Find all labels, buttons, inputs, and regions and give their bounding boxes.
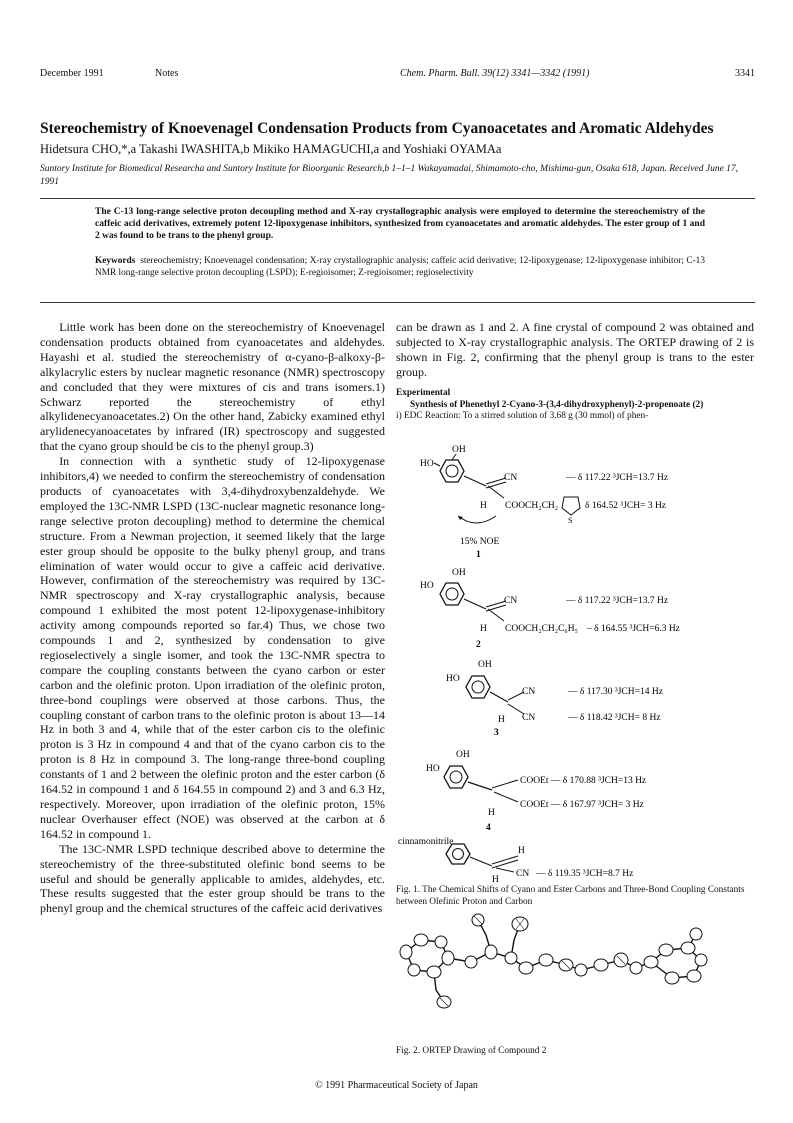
ho-label: HO bbox=[446, 674, 460, 684]
cinnamonitrile-label: cinnamonitrile bbox=[398, 837, 454, 847]
cn-label: CN bbox=[504, 596, 518, 606]
experimental-subheading: Synthesis of Phenethyl 2-Cyano-3-(3,4-dihydroxyphenyl)-2-propenoate (2) bbox=[410, 399, 704, 410]
compound-3 bbox=[446, 660, 663, 738]
s-label: S bbox=[568, 516, 573, 525]
body-paragraph: Little work has been done on the stereochemistry of Knoevenagel condensation products obtained from cyanoacetates and aldehydes. Hayashi et al. studied the stereochemistry of α-cyano-β-alkoxy-β-alkylacrylic esters by nuclear magnetic resonance (NMR) spectroscopy and concluded that they were mixtures of cis and trans isomers.1) Schwarz reported the stereochemistry of ethyl alkylidenecyanoacetates.2) On the other hand, Zabicky examined ethyl arylidenecyanoacetates by infrared (IR) spectroscopy and suggested that the cyano group should be cis to the phenyl group.3) bbox=[40, 320, 385, 454]
cn-label: CN bbox=[522, 687, 536, 697]
c1-noe: 15% NOE bbox=[460, 537, 500, 547]
figure-2-caption: Fig. 2. ORTEP Drawing of Compound 2 bbox=[396, 1046, 547, 1056]
ho-label: HO bbox=[426, 764, 440, 774]
oh-label: OH bbox=[452, 445, 466, 455]
header-journal: Chem. Pharm. Bull. 39(12) 3341—3342 (1991) bbox=[400, 68, 590, 79]
experimental-heading: Experimental bbox=[396, 388, 451, 398]
h-label: H bbox=[488, 808, 495, 818]
compound-1 bbox=[420, 445, 668, 560]
c1-ester-shift: δ 164.52 ³JCH= 3 Hz bbox=[585, 501, 667, 511]
paper-authors: Hidetsura CHO,*,a Takashi IWASHITA,b Mikiko HAMAGUCHI,a and Yoshiaki OYAMAa bbox=[40, 142, 502, 156]
c2-cn-shift: — δ 117.22 ³JCH=13.7 Hz bbox=[566, 596, 669, 606]
oh-label: OH bbox=[452, 568, 466, 578]
cn-label: CN bbox=[504, 473, 518, 483]
experimental-text: i) EDC Reaction: To a stirred solution of 3.68 g (30 mmol) of phen- bbox=[396, 411, 649, 421]
h-label: H bbox=[518, 846, 525, 856]
abstract: The C-13 long-range selective proton decoupling method and X-ray crystallographic analysis were employed to determine the stereochemistry of the caffeic acid derivatives, extremely potent 12-lipoxygenase inhibitors, synthesized from cyanoacetates and aromatic aldehydes. The ester group of 1 and 2 was found to be trans to the phenyl group. bbox=[95, 207, 705, 241]
c3-cn1-shift: — δ 117.30 ³JCH=14 Hz bbox=[568, 687, 663, 697]
c4-ester1-shift: COOEt — δ 170.88 ³JCH=13 Hz bbox=[520, 776, 647, 786]
keywords-label: Keywords bbox=[95, 256, 136, 266]
figure-1-caption: Fig. 1. The Chemical Shifts of Cyano and Ester Carbons and Three-Bond Coupling Constants between Olefinic Proton and Carbon bbox=[396, 885, 745, 907]
body-paragraph: In connection with a synthetic study of 12-lipoxygenase inhibitors,4) we needed to confirm the stereochemistry of condensation products of cyanoacetates with 3,4-dihydroxybenzaldehyde. We employed the 13C-NMR LSPD (13C-nuclear magnetic resonance long-range selective proton decoupling) method to determine the chemical structure. From a Newman projection, it seemed likely that the large ester group should be opposite to the bulky phenyl group, and trans elimination of water would occur to give a caffeic acid derivative. However, confirmation of the stereochemistry was required by 13C-NMR spectroscopy and X-ray crystallographic analysis, because compound 1 exhibited the most potent 12-lipoxygenase-inhibitory activity among compounds reported so far.4) Thus, we chose two compounds 1 and 2, synthesized by condensation to give regioselectively a single isomer, and took the 13C-NMR spectra to compare the coupling constants between the cyano carbon or ester carbon and the olefinic proton. Upon irradiation of the olefinic proton, three-bond couplings were observed at those carbons. Thus, the coupling constant of carbon trans to the olefinic proton is about 13—14 Hz in both 3 and 4, while that of the ester carbon cis to the olefinic proton is 3 Hz in compound 4 and that of the cyano carbon cis to the proton is 8 Hz in compound 3. The long-range three-bond coupling constants of 1 and 2 between the olefinic proton and the ester carbon (δ 164.52 in compound 1 and δ 164.55 in compound 2) and 3 and 6.3 Hz, respectively. Moreover, upon irradiation of the olefinic proton, 15% nuclear Overhauser effect (NOE) was observed at the carbon at δ 164.52 in compound 1. bbox=[40, 454, 385, 841]
c3-cn2-shift: — δ 118.42 ³JCH= 8 Hz bbox=[568, 713, 661, 723]
h-label: H bbox=[480, 624, 487, 634]
body-right-column bbox=[396, 320, 754, 380]
body-paragraph: The 13C-NMR LSPD technique described above to determine the stereochemistry of the three-substituted olefinic bond seems to be useful and should be generally applicable to amides, aldehydes, etc. These results suggested that the ester group should be trans to the phenyl group and the chemical structures of the caffeic acid derivatives bbox=[40, 841, 385, 916]
c2-ester-shift: – δ 164.55 ³JCH=6.3 Hz bbox=[587, 624, 680, 634]
header-section: Notes bbox=[155, 68, 179, 79]
ester-group-1: COOCH₂CH₂ bbox=[505, 501, 559, 511]
c3-number: 3 bbox=[494, 728, 499, 738]
cinnamonitrile-shift: — δ 119.35 ³JCH=8.7 Hz bbox=[536, 869, 634, 879]
compound-2 bbox=[420, 568, 680, 650]
c4-number: 4 bbox=[486, 823, 491, 833]
body-paragraph: can be drawn as 1 and 2. A fine crystal of compound 2 was obtained and subjected to X-ray crystallographic analysis. The ORTEP drawing of 2 is shown in Fig. 2, confirming that the phenyl group is trans to the ester group. bbox=[396, 320, 754, 379]
h-label: H bbox=[492, 875, 499, 882]
keywords bbox=[95, 255, 705, 279]
body-left-column bbox=[40, 320, 385, 1075]
cinnamonitrile-structure bbox=[396, 842, 756, 882]
copyright-footer: © 1991 Pharmaceutical Society of Japan bbox=[315, 1080, 478, 1091]
figure-1-structures bbox=[396, 420, 756, 860]
figure-2-ortep bbox=[396, 910, 754, 1010]
header-page: 3341 bbox=[735, 68, 755, 79]
rule-top bbox=[40, 198, 755, 199]
c2-number: 2 bbox=[476, 640, 481, 650]
c1-cn-shift: — δ 117.22 ³JCH=13.7 Hz bbox=[566, 473, 669, 483]
ho-label: HO bbox=[420, 459, 434, 469]
c1-number: 1 bbox=[476, 550, 481, 560]
h-label: H bbox=[498, 715, 505, 725]
ho-label: HO bbox=[420, 581, 434, 591]
cn-label: CN bbox=[516, 869, 530, 879]
oh-label: OH bbox=[478, 660, 492, 670]
ester-group-2: COOCH₂CH₂C₆H₅ bbox=[505, 624, 578, 634]
h-label: H bbox=[480, 501, 487, 511]
experimental-section bbox=[396, 388, 754, 423]
compound-4 bbox=[398, 750, 646, 847]
oh-label: OH bbox=[456, 750, 470, 760]
paper-title: Stereochemistry of Knoevenagel Condensation Products from Cyanoacetates and Aromatic Aldehydes bbox=[40, 120, 714, 137]
cn-label: CN bbox=[522, 713, 536, 723]
paper-affiliation: Suntory Institute for Biomedical Researcha and Suntory Institute for Bioorganic Research,b 1–1–1 Wakayamadai, Shimamoto-cho, Mishima-gun, Osaka 618, Japan. Received June 17, 1991 bbox=[40, 164, 739, 187]
header-date: December 1991 bbox=[40, 68, 104, 79]
c4-ester2-shift: COOEt — δ 167.97 ³JCH= 3 Hz bbox=[520, 800, 644, 810]
rule-bottom bbox=[40, 302, 755, 303]
keywords-text: stereochemistry; Knoevenagel condensation; X-ray crystallographic analysis; caffeic acid derivative; 12-lipoxygenase; 12-lipoxygenase inhibitor; C-13 NMR long-range selective proton decoupling (LSPD); E-regioisomer; Z-regioisomer; regioselectivity bbox=[95, 256, 705, 278]
